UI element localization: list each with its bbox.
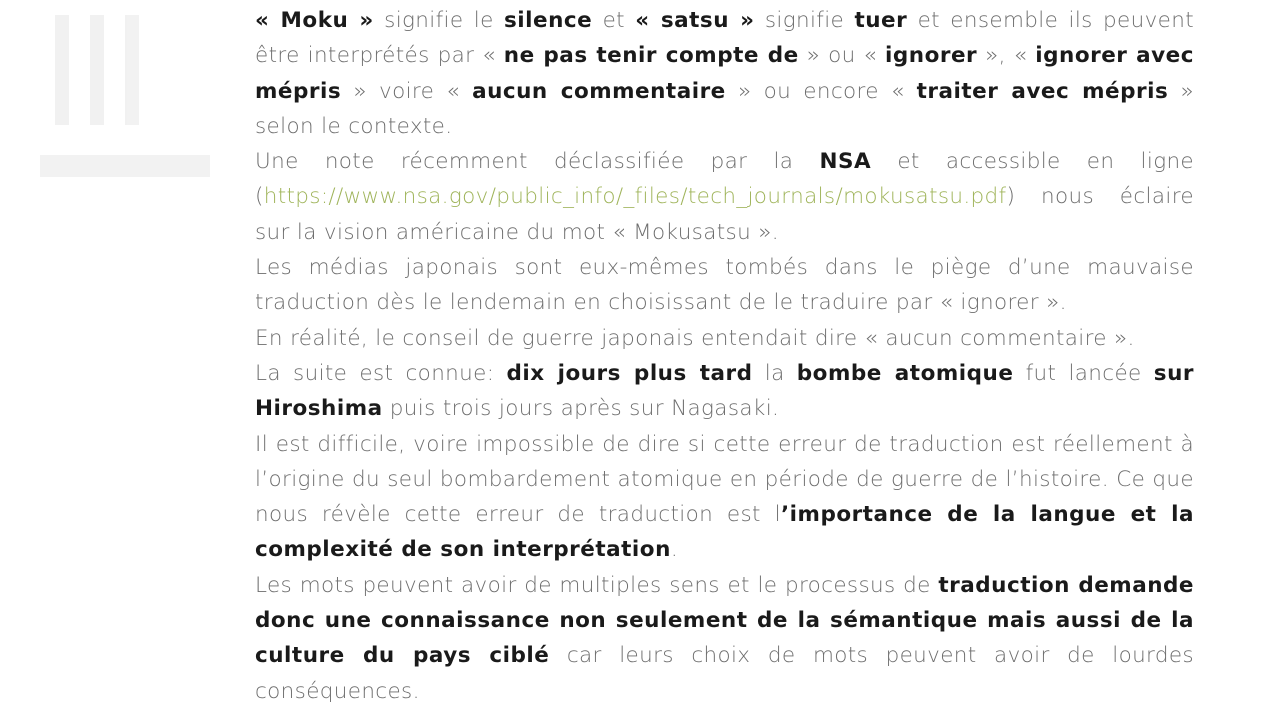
body-text: et: [592, 8, 636, 33]
paragraph: [255, 427, 1194, 568]
emphasized-text: sur Hiroshima: [255, 360, 1195, 422]
body-text: la: [752, 360, 797, 386]
body-text: Il est difficile, voire impossible de dire si cette erreur de traduction est réellement à l’origine du seul bombardement atomique en période de guerre de l’histoire. Ce que nous révèle cette erreur de traduction est l: [255, 431, 1194, 528]
emphasized-text: « satsu »: [635, 8, 755, 33]
body-text: ) nous éclaire sur la vision américaine du mot « Mokusatsu ».: [255, 184, 1194, 245]
paragraph: [255, 3, 1194, 144]
paragraph: [255, 144, 1194, 250]
body-text: », «: [977, 43, 1036, 69]
body-text: puis trois jours après sur Nagasaki.: [382, 396, 780, 422]
body-text: Les médias japonais sont eux-mêmes tombés dans le piège d’une mauvaise traduction dès le lendemain en choisissant de le traduire par « ignorer ».: [255, 255, 1194, 316]
body-text: car leurs choix de mots peuvent avoir de lourdes conséquences.: [255, 643, 1194, 704]
emphasized-text: aucun commentaire: [472, 78, 726, 104]
body-text: et accessible en ligne (: [255, 149, 1194, 210]
body-text: » selon le contexte.: [255, 78, 1194, 139]
body-text: signifie le: [373, 8, 504, 33]
body-text: » ou «: [798, 43, 886, 69]
emphasized-text: traduction demande donc une connaissance non seulement de la sémantique mais aussi de la culture du pays ciblé: [255, 572, 1194, 669]
emphasized-text: ignorer: [885, 43, 978, 69]
body-text: La suite est connue:: [255, 360, 507, 386]
paragraph: [255, 321, 1194, 356]
article-body: [255, 3, 1194, 709]
emphasized-text: ne pas tenir compte de: [503, 43, 799, 69]
paragraph: [255, 250, 1194, 321]
body-text: .: [670, 537, 679, 563]
body-text: fut lancée: [1013, 360, 1154, 386]
body-text: et ensemble ils peuvent être interprétés par «: [255, 8, 1194, 69]
body-text: En réalité, le conseil de guerre japonais entendait dire « aucun commentaire ».: [255, 325, 1135, 351]
emphasized-text: bombe atomique: [796, 360, 1014, 386]
faded-logo-watermark: [30, 0, 220, 190]
body-text: Les mots peuvent avoir de multiples sens et le processus de: [255, 572, 939, 598]
emphasized-text: silence: [504, 8, 593, 33]
body-text: » voire «: [341, 78, 473, 104]
body-text: signifie: [754, 8, 855, 33]
body-text: » ou encore «: [725, 78, 917, 104]
body-text: Une note récemment déclassifiée par la: [255, 149, 820, 175]
emphasized-text: ignorer avec mépris: [255, 43, 1194, 104]
nsa-document-link[interactable]: https://www.nsa.gov/public_info/_files/tech_journals/mokusatsu.pdf: [263, 184, 1007, 210]
emphasized-text: NSA: [819, 149, 872, 175]
emphasized-text: ’importance de la langue et la complexité de son interprétation: [255, 502, 1194, 563]
emphasized-text: tuer: [854, 8, 908, 33]
emphasized-text: « Moku »: [255, 8, 374, 33]
paragraph: [255, 568, 1194, 709]
paragraph: [255, 356, 1194, 427]
emphasized-text: traiter avec mépris: [916, 78, 1169, 104]
emphasized-text: dix jours plus tard: [506, 360, 753, 386]
